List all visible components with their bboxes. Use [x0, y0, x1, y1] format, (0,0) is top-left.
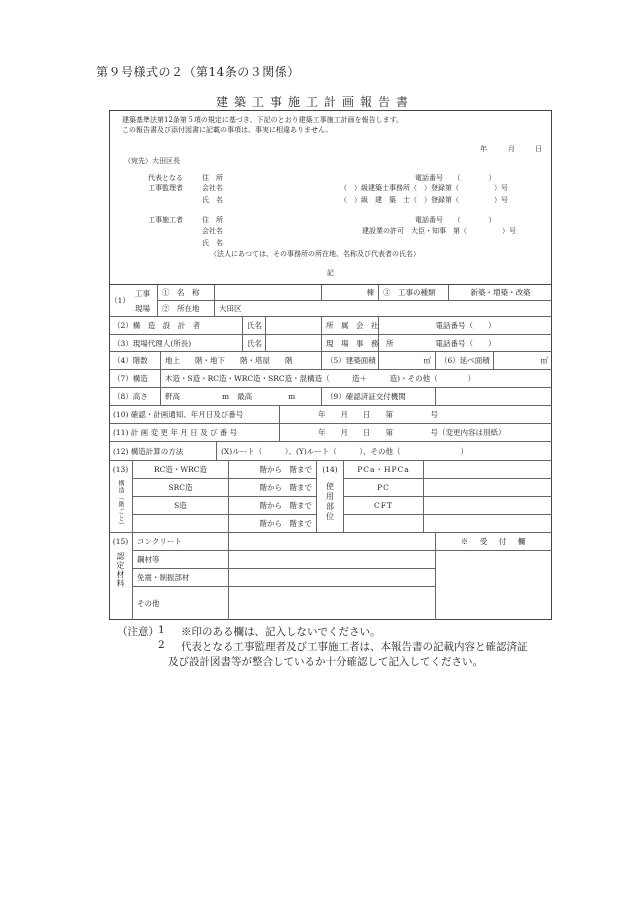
structural-designer-label: （2）構 造 設 計 者 [109, 317, 243, 335]
supervisor-company-label: 会社名 [202, 184, 223, 192]
building-area-field[interactable]: ㎡ [379, 352, 436, 370]
certified-materials-section [109, 533, 133, 620]
usage-field-2[interactable] [424, 479, 552, 497]
building-area-label: （5）建築面積 [322, 352, 379, 370]
agent-name-label: 氏名 [243, 335, 266, 352]
supervisor-phone[interactable]: 電話番号 （ ） [415, 174, 496, 182]
row1-label-b: 現場 [131, 301, 157, 317]
intro-line-2: この報告書及び添付図書に記載の事項は、事実に相違ありません。 [122, 126, 333, 134]
calc-method-field[interactable]: (X)ルート（ ）、(Y)ルート（ ）、その他（ ） [217, 442, 552, 461]
architect-registration[interactable]: （ ）級 建 築 士（ ）登録第（ ）号 [340, 196, 508, 204]
building-unit: 棟 [366, 288, 374, 297]
struct-type-4[interactable] [133, 515, 229, 533]
location-field[interactable]: 大田区 [215, 301, 552, 317]
row15-side-label: 認定材料 [116, 552, 125, 588]
usage-field-1[interactable] [424, 461, 552, 479]
eave-unit: m [222, 392, 230, 401]
usage-field-3[interactable] [424, 497, 552, 515]
issuing-agency-field[interactable] [436, 388, 552, 406]
struct-floors-3[interactable]: 階から 階まで [229, 497, 317, 515]
struct-type-1: RC造・WRC造 [133, 461, 229, 479]
material-label-4: その他 [133, 587, 229, 620]
row1-label-a: 工事 [135, 288, 150, 298]
material-field-3[interactable] [229, 569, 436, 587]
usage-field-4[interactable] [424, 515, 552, 533]
name-field[interactable] [215, 285, 322, 301]
material-field-2[interactable] [229, 551, 436, 569]
name-label: ① 名 称 [157, 285, 215, 301]
usage-type-3: CFT [344, 497, 424, 515]
structure-label: （7）構造 [109, 370, 161, 388]
material-label-3: 免震・制振部材 [133, 569, 229, 587]
usage-section [317, 461, 344, 533]
affiliation-label: 所 属 会 社 [322, 317, 379, 335]
corporate-note: （法人にあつては、その事務所の所在地、名称及び代表者の氏名） [210, 250, 420, 258]
height-field[interactable] [161, 388, 322, 406]
office-registration[interactable]: （ ）級建築士事務所（ ）登録第（ ）号 [340, 184, 508, 192]
site-office-label: 現 場 事 務 所 [322, 335, 379, 352]
structure-by-floor-section [109, 461, 133, 533]
agent-phone-field[interactable]: 電話番号（ ） [379, 335, 552, 352]
note-1-text: ※印のある欄は、記入しないでください。 [181, 626, 381, 638]
eave-height-label: 軒高 [165, 392, 180, 401]
reception-label: ※ 受 付 欄 [436, 533, 552, 551]
work-type-options[interactable]: 新築・増築・改築 [449, 285, 552, 301]
usage-type-4[interactable] [344, 515, 424, 533]
struct-floors-1[interactable]: 階から 階まで [229, 461, 317, 479]
material-field-1[interactable] [229, 533, 436, 551]
row1-number: （1） [109, 285, 131, 317]
page-title: 建築工事施工計画報告書 [215, 95, 414, 109]
date-year[interactable]: 年 [480, 145, 487, 153]
reception-box [436, 551, 552, 620]
supervisor-name-label: 氏 名 [202, 196, 223, 204]
form-number: 第９号様式の２（第14条の３関係） [96, 65, 300, 79]
designer-name-label: 氏名 [243, 317, 266, 335]
confirmation-date-label: (10) 確認・計画通知、年月日及び番号 [109, 406, 280, 424]
struct-floors-2[interactable]: 階から 階まで [229, 479, 317, 497]
construction-license[interactable]: 建設業の許可 大臣・知事 第（ ）号 [362, 227, 516, 235]
struct-type-3: S造 [133, 497, 229, 515]
contractor-label: 工事施工者 [148, 216, 183, 224]
max-height-label: 最高 [237, 392, 253, 401]
ki-label: 記 [327, 269, 334, 277]
work-type-label: ③ 工事の種類 [379, 285, 449, 301]
note-2-number: 2 [158, 639, 165, 651]
confirmation-date-field[interactable]: 年 月 日 第 号 [280, 406, 552, 424]
struct-floors-4[interactable]: 階から 階まで [229, 515, 317, 533]
structure-options[interactable]: 木造・S造・RC造・WRC造・SRC造・混構造（ 造＋ 造)・その他（ ） [161, 370, 552, 388]
note-1-number: 1 [158, 624, 165, 636]
designer-name-field[interactable] [266, 317, 322, 335]
site-agent-label: （3）現場代理人(所長) [109, 335, 243, 352]
supervisor-label-1: 代表となる [148, 174, 183, 182]
contractor-name-label: 氏 名 [202, 239, 223, 247]
material-label-1: コンクリート [133, 533, 229, 551]
contractor-company-label: 会社名 [202, 227, 223, 235]
struct-type-2: SRC造 [133, 479, 229, 497]
row14-number: (14) [322, 465, 338, 474]
designer-phone-field[interactable]: 電話番号（ ） [379, 317, 552, 335]
building-count-field[interactable] [322, 285, 379, 301]
intro-line-1: 建築基準法第12条第５項の規定に基づき、下記のとおり建築工事施工計画を報告します。 [122, 116, 404, 124]
note-2-text-a: 代表となる工事監理者及び工事施工者は、本報告書の記載内容と確認済証 [181, 641, 528, 653]
row15-number: (15) [112, 537, 129, 546]
row13-side-label: 構造（階ごと） [117, 480, 124, 529]
plan-change-label: (11) 計 画 変 更 年 月 日 及 び 番 号 [109, 424, 280, 442]
max-unit: m [288, 392, 296, 401]
date-day[interactable]: 日 [535, 145, 542, 153]
floors-field[interactable]: 地上 階・地下 階・塔屋 階 [161, 352, 322, 370]
row14-side-label: 使用部位 [325, 482, 335, 522]
floors-label: （4）階数 [109, 352, 161, 370]
plan-change-field[interactable]: 年 月 日 第 号（変更内容は別紙） [280, 424, 552, 442]
notes-label: （注意） [117, 626, 159, 638]
agent-name-field[interactable] [266, 335, 322, 352]
issuing-agency-label: （9）確認済証交付機関 [322, 388, 436, 406]
supervisor-address-label: 住 所 [202, 174, 223, 182]
calc-method-label: (12) 構造計算の方法 [109, 442, 217, 461]
material-label-2: 鋼材等 [133, 551, 229, 569]
material-field-4[interactable] [229, 587, 436, 620]
location-label: ② 所在地 [157, 301, 215, 317]
contractor-phone[interactable]: 電話番号 （ ） [415, 216, 496, 224]
date-month[interactable]: 月 [508, 145, 515, 153]
height-label: （8）高さ [109, 388, 161, 406]
usage-type-1: PCa・HPCa [344, 461, 424, 479]
usage-type-2: PC [344, 479, 424, 497]
supervisor-label-2: 工事監理者 [148, 184, 183, 192]
contractor-address-label: 住 所 [202, 216, 223, 224]
total-area-field[interactable]: ㎡ [494, 352, 552, 370]
total-area-label: （6）延べ面積 [436, 352, 494, 370]
row13-number: (13) [112, 465, 129, 474]
addressee: （宛先）大田区長 [124, 157, 180, 165]
note-2-text-b: 及び設計図書等が整合しているか十分確認して記入してください。 [168, 656, 483, 668]
